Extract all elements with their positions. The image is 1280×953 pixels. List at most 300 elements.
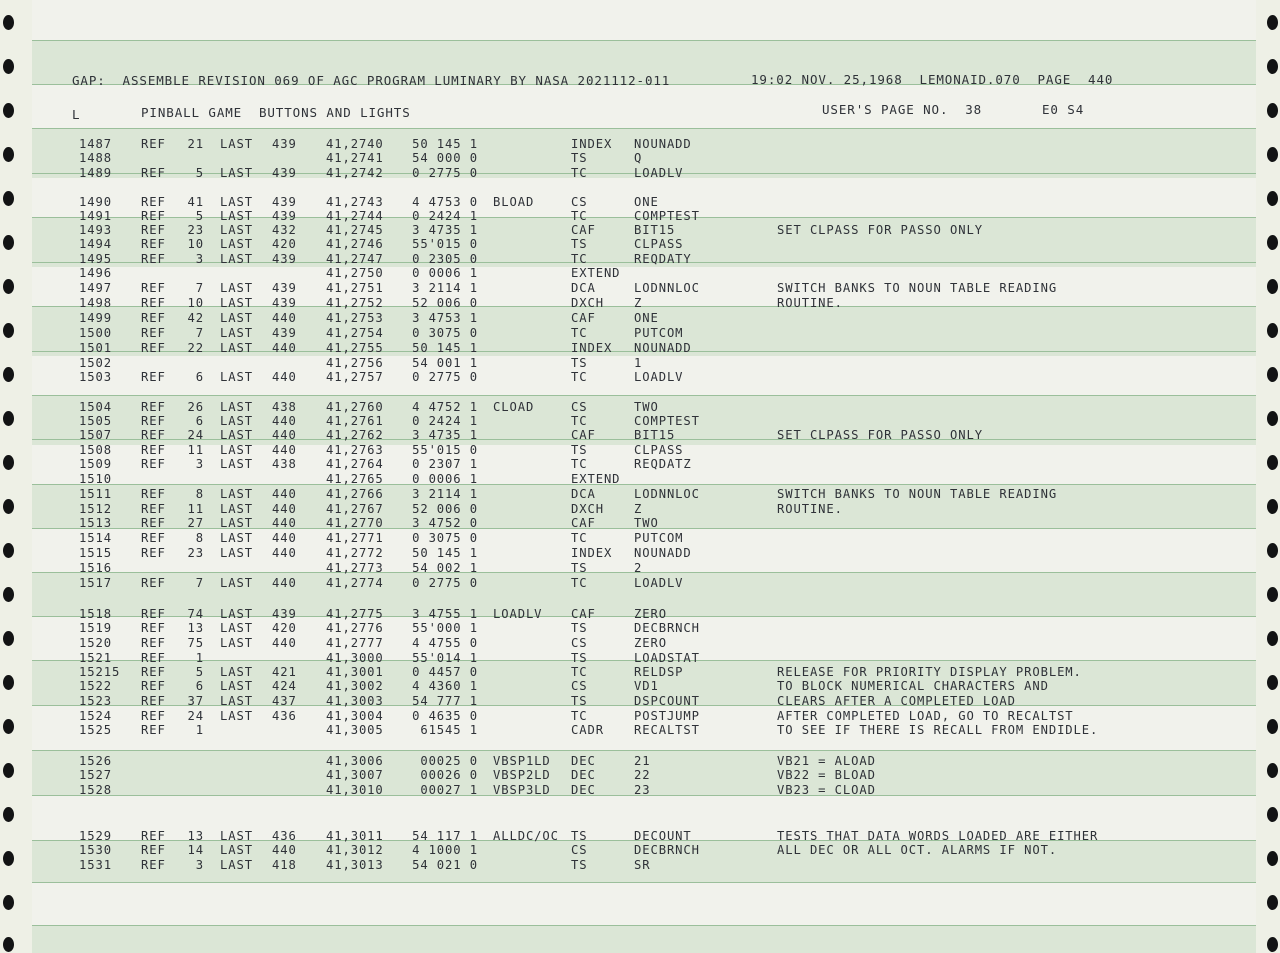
listing-code: 0 2775 0 (412, 370, 478, 384)
listing-op: TC (571, 166, 588, 180)
listing-comment: TO SEE IF THERE IS RECALL FROM ENDIDLE. (777, 723, 1099, 737)
listing-line: 1519 (79, 621, 112, 635)
listing-page: 440 (272, 370, 297, 384)
listing-code: 0 2424 1 (412, 209, 478, 223)
listing-ref: REF (141, 843, 166, 857)
feed-hole (1267, 675, 1278, 690)
listing-operand: 23 (634, 783, 651, 797)
listing-refnum: 7 (195, 326, 204, 340)
listing-last: LAST (220, 223, 253, 237)
listing-line: 1522 (79, 679, 112, 693)
listing-addr: 41,3010 (326, 783, 384, 797)
listing-code: 0 4457 0 (412, 665, 478, 679)
listing-ref: REF (141, 209, 166, 223)
feed-hole (3, 235, 14, 250)
listing-page: 439 (272, 326, 297, 340)
listing-comment: RELEASE FOR PRIORITY DISPLAY PROBLEM. (777, 665, 1082, 679)
listing-refnum: 3 (195, 252, 204, 266)
feed-hole (1267, 455, 1278, 470)
listing-addr: 41,2764 (326, 457, 384, 471)
listing-operand: LOADLV (634, 576, 684, 590)
listing-last: LAST (220, 400, 253, 414)
listing-code: 0 2307 1 (412, 457, 478, 471)
listing-line: 1493 (79, 223, 112, 237)
feed-hole (3, 631, 14, 646)
listing-line: 1528 (79, 783, 112, 797)
listing-page: 432 (272, 223, 297, 237)
listing-comment: ROUTINE. (777, 502, 843, 516)
listing-last: LAST (220, 665, 253, 679)
listing-operand: TWO (634, 400, 659, 414)
listing-op: TS (571, 858, 588, 872)
listing-last: LAST (220, 636, 253, 650)
rule-line (32, 882, 1256, 883)
feed-hole (1267, 235, 1278, 250)
users-page-number: USER'S PAGE NO. 38 (822, 102, 983, 117)
listing-op: CS (571, 400, 588, 414)
listing-comment: VB22 = BLOAD (777, 768, 876, 782)
listing-operand: NOUNADD (634, 546, 692, 560)
feed-hole (3, 411, 14, 426)
listing-operand: LOADLV (634, 166, 684, 180)
listing-operand: ONE (634, 311, 659, 325)
listing-code: 3 4752 0 (412, 516, 478, 530)
listing-code: 0 3075 0 (412, 531, 478, 545)
listing-line: 1500 (79, 326, 112, 340)
rule-line (32, 750, 1256, 751)
feed-hole (3, 455, 14, 470)
listing-operand: RECALTST (634, 723, 700, 737)
listing-label: VBSP2LD (493, 768, 551, 782)
listing-last: LAST (220, 679, 253, 693)
listing-label: LOADLV (493, 607, 543, 621)
listing-operand: REQDATY (634, 252, 692, 266)
listing-op: DEC (571, 783, 596, 797)
listing-code: 4 1000 1 (412, 843, 478, 857)
listing-code: 0 0006 1 (412, 266, 478, 280)
rule-line (32, 925, 1256, 926)
listing-line: 1487 (79, 137, 112, 151)
listing-page: 440 (272, 636, 297, 650)
feed-hole (1267, 323, 1278, 338)
listing-op: INDEX (571, 546, 613, 560)
feed-hole (3, 323, 14, 338)
listing-line: 1524 (79, 709, 112, 723)
listing-refnum: 42 (187, 311, 204, 325)
listing-code: 54 777 1 (412, 694, 478, 708)
listing-operand: Q (634, 151, 643, 165)
listing-refnum: 11 (187, 502, 204, 516)
listing-operand: DECBRNCH (634, 843, 700, 857)
listing-op: TS (571, 829, 588, 843)
listing-line: 1508 (79, 443, 112, 457)
listing-operand: VD1 (634, 679, 659, 693)
listing-addr: 41,2752 (326, 296, 384, 310)
listing-refnum: 3 (195, 858, 204, 872)
listing-op: DCA (571, 487, 596, 501)
listing-ref: REF (141, 607, 166, 621)
listing-operand: CLPASS (634, 237, 684, 251)
listing-operand: Z (634, 502, 643, 516)
listing-operand: TWO (634, 516, 659, 530)
listing-label: ALLDC/OC (493, 829, 559, 843)
feed-hole (1267, 587, 1278, 602)
feed-hole (1267, 147, 1278, 162)
listing-operand: COMPTEST (634, 209, 700, 223)
listing-operand: PUTCOM (634, 326, 684, 340)
listing-operand: ZERO (634, 636, 667, 650)
listing-refnum: 26 (187, 400, 204, 414)
feed-hole (1267, 807, 1278, 822)
listing-code: 3 4753 1 (412, 311, 478, 325)
listing-code: 00025 0 (420, 754, 478, 768)
listing-last: LAST (220, 621, 253, 635)
listing-line: 1504 (79, 400, 112, 414)
listing-last: LAST (220, 843, 253, 857)
listing-line: 1505 (79, 414, 112, 428)
listing-addr: 41,2762 (326, 428, 384, 442)
listing-operand: 21 (634, 754, 651, 768)
listing-refnum: 10 (187, 296, 204, 310)
feed-hole (1267, 411, 1278, 426)
listing-refnum: 7 (195, 281, 204, 295)
feed-hole (1267, 937, 1278, 952)
listing-line: 1498 (79, 296, 112, 310)
listing-op: CAF (571, 428, 596, 442)
listing-refnum: 24 (187, 709, 204, 723)
listing-refnum: 6 (195, 414, 204, 428)
feed-hole (3, 103, 14, 118)
listing-line: 1494 (79, 237, 112, 251)
listing-page: 421 (272, 665, 297, 679)
listing-last: LAST (220, 709, 253, 723)
listing-addr: 41,2771 (326, 531, 384, 545)
listing-op: TS (571, 356, 588, 370)
feed-hole (3, 675, 14, 690)
listing-op: INDEX (571, 341, 613, 355)
listing-op: CAF (571, 311, 596, 325)
feed-hole (3, 147, 14, 162)
listing-ref: REF (141, 531, 166, 545)
listing-op: EXTEND (571, 472, 621, 486)
listing-refnum: 5 (195, 665, 204, 679)
listing-refnum: 6 (195, 679, 204, 693)
listing-page: 440 (272, 443, 297, 457)
listing-last: LAST (220, 252, 253, 266)
feed-hole (3, 191, 14, 206)
listing-op: CAF (571, 223, 596, 237)
listing-code: 54 000 0 (412, 151, 478, 165)
listing-line: 1517 (79, 576, 112, 590)
listing-page: 440 (272, 428, 297, 442)
listing-ref: REF (141, 457, 166, 471)
listing-op: CS (571, 195, 588, 209)
listing-line: 1523 (79, 694, 112, 708)
listing-line: 1489 (79, 166, 112, 180)
listing-refnum: 22 (187, 341, 204, 355)
listing-comment: SWITCH BANKS TO NOUN TABLE READING (777, 487, 1058, 501)
feed-hole (1267, 15, 1278, 30)
listing-code: 54 021 0 (412, 858, 478, 872)
listing-refnum: 27 (187, 516, 204, 530)
listing-op: TC (571, 326, 588, 340)
listing-line: 1507 (79, 428, 112, 442)
listing-code: 54 117 1 (412, 829, 478, 843)
listing-page: 438 (272, 457, 297, 471)
listing-line: 1496 (79, 266, 112, 280)
feed-hole (1267, 631, 1278, 646)
listing-page: 440 (272, 487, 297, 501)
listing-page: 439 (272, 209, 297, 223)
listing-line: 1526 (79, 754, 112, 768)
listing-line: 1525 (79, 723, 112, 737)
listing-refnum: 5 (195, 166, 204, 180)
listing-page: 438 (272, 400, 297, 414)
listing-ref: REF (141, 829, 166, 843)
listing-code: 4 4752 1 (412, 400, 478, 414)
feed-hole (3, 543, 14, 558)
listing-code: 52 006 0 (412, 502, 478, 516)
listing-addr: 41,2766 (326, 487, 384, 501)
listing-refnum: 8 (195, 531, 204, 545)
listing-addr: 41,2775 (326, 607, 384, 621)
listing-op: EXTEND (571, 266, 621, 280)
listing-op: TS (571, 443, 588, 457)
listing-refnum: 41 (187, 195, 204, 209)
listing-ref: REF (141, 723, 166, 737)
listing-op: DXCH (571, 296, 604, 310)
listing-code: 0 3075 0 (412, 326, 478, 340)
listing-ref: REF (141, 487, 166, 501)
listing-code: 0 2775 0 (412, 576, 478, 590)
listing-line: 15215 (79, 665, 121, 679)
listing-last: LAST (220, 341, 253, 355)
listing-line: 1490 (79, 195, 112, 209)
listing-refnum: 75 (187, 636, 204, 650)
listing-comment: ROUTINE. (777, 296, 843, 310)
listing-refnum: 5 (195, 209, 204, 223)
listing-refnum: 11 (187, 443, 204, 457)
feed-hole (1267, 719, 1278, 734)
listing-line: 1520 (79, 636, 112, 650)
listing-page: 439 (272, 252, 297, 266)
listing-line: 1521 (79, 651, 112, 665)
feed-hole (3, 895, 14, 910)
listing-page: 418 (272, 858, 297, 872)
listing-last: LAST (220, 195, 253, 209)
listing-last: LAST (220, 443, 253, 457)
listing-code: 61545 1 (420, 723, 478, 737)
listing-comment: TESTS THAT DATA WORDS LOADED ARE EITHER (777, 829, 1099, 843)
listing-op: TC (571, 709, 588, 723)
listing-line: 1495 (79, 252, 112, 266)
listing-label: BLOAD (493, 195, 535, 209)
listing-line: 1512 (79, 502, 112, 516)
listing-op: TS (571, 237, 588, 251)
listing-operand: BIT15 (634, 428, 676, 442)
feed-hole (3, 807, 14, 822)
listing-ref: REF (141, 516, 166, 530)
listing-op: TC (571, 209, 588, 223)
listing-code: 52 006 0 (412, 296, 478, 310)
listing-page: 439 (272, 195, 297, 209)
listing-code: 50 145 1 (412, 341, 478, 355)
listing-code: 3 4755 1 (412, 607, 478, 621)
listing-ref: REF (141, 341, 166, 355)
listing-op: TS (571, 621, 588, 635)
listing-op: DEC (571, 754, 596, 768)
listing-page: 439 (272, 166, 297, 180)
listing-refnum: 10 (187, 237, 204, 251)
feed-hole (1267, 851, 1278, 866)
listing-last: LAST (220, 457, 253, 471)
listing-addr: 41,2757 (326, 370, 384, 384)
listing-code: 3 2114 1 (412, 487, 478, 501)
listing-ref: REF (141, 370, 166, 384)
listing-ref: REF (141, 223, 166, 237)
listing-last: LAST (220, 326, 253, 340)
feed-hole (1267, 367, 1278, 382)
listing-line: 1527 (79, 768, 112, 782)
listing-last: LAST (220, 531, 253, 545)
listing-refnum: 23 (187, 223, 204, 237)
listing-addr: 41,2745 (326, 223, 384, 237)
listing-line: 1509 (79, 457, 112, 471)
listing-addr: 41,2767 (326, 502, 384, 516)
listing-refnum: 21 (187, 137, 204, 151)
listing-line: 1510 (79, 472, 112, 486)
listing-page: 440 (272, 531, 297, 545)
listing-addr: 41,2755 (326, 341, 384, 355)
listing-page: 424 (272, 679, 297, 693)
listing-addr: 41,2756 (326, 356, 384, 370)
listing-op: TC (571, 252, 588, 266)
listing-op: CAF (571, 516, 596, 530)
listing-op: INDEX (571, 137, 613, 151)
listing-last: LAST (220, 516, 253, 530)
listing-line: 1511 (79, 487, 112, 501)
listing-refnum: 1 (195, 723, 204, 737)
listing-code: 0 0006 1 (412, 472, 478, 486)
listing-line: 1497 (79, 281, 112, 295)
listing-comment: AFTER COMPLETED LOAD, GO TO RECALTST (777, 709, 1074, 723)
feed-hole (1267, 499, 1278, 514)
listing-ref: REF (141, 651, 166, 665)
eo-code: E0 S4 (1042, 102, 1085, 117)
listing-last: LAST (220, 414, 253, 428)
listing-last: LAST (220, 694, 253, 708)
rule-line (32, 40, 1256, 41)
listing-last: LAST (220, 296, 253, 310)
feed-hole (3, 719, 14, 734)
listing-comment: CLEARS AFTER A COMPLETED LOAD (777, 694, 1016, 708)
feed-hole (3, 499, 14, 514)
listing-addr: 41,2740 (326, 137, 384, 151)
feed-hole (3, 279, 14, 294)
listing-refnum: 7 (195, 576, 204, 590)
listing-addr: 41,2760 (326, 400, 384, 414)
listing-code: 00027 1 (420, 783, 478, 797)
listing-code: 0 2424 1 (412, 414, 478, 428)
listing-code: 4 4755 0 (412, 636, 478, 650)
listing-ref: REF (141, 443, 166, 457)
listing-ref: REF (141, 694, 166, 708)
listing-ref: REF (141, 546, 166, 560)
listing-line: 1516 (79, 561, 112, 575)
listing-operand: COMPTEST (634, 414, 700, 428)
listing-op: TS (571, 561, 588, 575)
listing-page: 436 (272, 829, 297, 843)
feed-hole (1267, 763, 1278, 778)
listing-page: 440 (272, 311, 297, 325)
listing-ref: REF (141, 636, 166, 650)
listing-last: LAST (220, 502, 253, 516)
listing-page: 420 (272, 237, 297, 251)
listing-page: 437 (272, 694, 297, 708)
listing-code: 50 145 1 (412, 546, 478, 560)
feed-hole (3, 587, 14, 602)
feed-hole (1267, 59, 1278, 74)
listing-page: 439 (272, 607, 297, 621)
listing-ref: REF (141, 326, 166, 340)
listing-last: LAST (220, 370, 253, 384)
listing-operand: LOADLV (634, 370, 684, 384)
listing-page: 440 (272, 546, 297, 560)
listing-op: TC (571, 370, 588, 384)
listing-code: 3 2114 1 (412, 281, 478, 295)
listing-code: 0 2775 0 (412, 166, 478, 180)
listing-operand: POSTJUMP (634, 709, 700, 723)
listing-addr: 41,2776 (326, 621, 384, 635)
listing-page: 439 (272, 281, 297, 295)
listing-last: LAST (220, 607, 253, 621)
timestamp-header: 19:02 NOV. 25,1968 LEMONAID.070 PAGE 440 (751, 72, 1114, 87)
listing-addr: 41,3013 (326, 858, 384, 872)
listing-line: 1499 (79, 311, 112, 325)
listing-op: TS (571, 651, 588, 665)
listing-line: 1503 (79, 370, 112, 384)
listing-op: TC (571, 414, 588, 428)
feed-hole (3, 851, 14, 866)
feed-hole (1267, 543, 1278, 558)
listing-page: 436 (272, 709, 297, 723)
listing-operand: NOUNADD (634, 137, 692, 151)
listing-operand: LODNNLOC (634, 281, 700, 295)
listing-ref: REF (141, 237, 166, 251)
listing-op: DEC (571, 768, 596, 782)
listing-code: 55'015 0 (412, 237, 478, 251)
listing-operand: 2 (634, 561, 643, 575)
listing-last: LAST (220, 858, 253, 872)
listing-ref: REF (141, 195, 166, 209)
listing-addr: 41,2777 (326, 636, 384, 650)
listing-last: LAST (220, 137, 253, 151)
listing-code: 3 4735 1 (412, 223, 478, 237)
listing-addr: 41,2773 (326, 561, 384, 575)
listing-addr: 41,3005 (326, 723, 384, 737)
listing-refnum: 74 (187, 607, 204, 621)
listing-operand: BIT15 (634, 223, 676, 237)
listing-ref: REF (141, 137, 166, 151)
listing-operand: DSPCOUNT (634, 694, 700, 708)
listing-label: CLOAD (493, 400, 535, 414)
listing-refnum: 23 (187, 546, 204, 560)
listing-op: CS (571, 636, 588, 650)
listing-addr: 41,2763 (326, 443, 384, 457)
listing-page: 440 (272, 341, 297, 355)
listing-addr: 41,2772 (326, 546, 384, 560)
listing-op: DCA (571, 281, 596, 295)
